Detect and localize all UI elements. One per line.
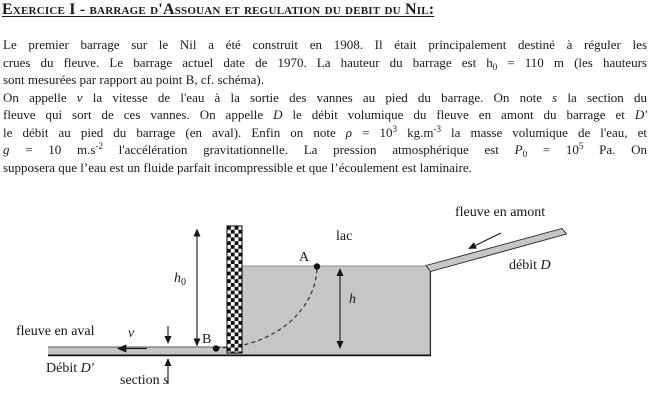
lake-label: lac — [336, 229, 353, 244]
paragraph-line: On appelle v la vitesse de l'eau à la sortie des vannes au pied du barrage. On note s la section du — [3, 89, 647, 105]
paragraph-line: Le premier barrage sur le Nil a été construit en 1908. Il était principalement destiné à réguler les — [3, 37, 647, 52]
depth-h-label: h — [349, 292, 356, 307]
dam-wall — [227, 226, 242, 353]
downstream-flow-label: Débit D' — [46, 361, 94, 376]
paragraph-line: le débit au pied du barrage (en aval). Enfin on note $\rho = 10^3$ $kg.m^{-3}$ la masse volumique de l'eau, et — [3, 123, 647, 140]
velocity-label: v — [128, 326, 135, 341]
paragraph-line: fleuve qui sort de ces vannes. On appelle D le débit volumique du fleuve en amont du barrage et D' — [3, 107, 647, 122]
section-label: section s — [120, 373, 169, 388]
exercise-title: Exercice I - barrage d'Assouan et regulation du debit du Nil: — [2, 1, 435, 18]
paragraph-line: crues du fleuve. Le barrage actuel date de 1970. La hauteur du barrage est $h_0 = 110$ m (les hauteurs — [3, 54, 647, 72]
point-a-dot — [314, 263, 320, 269]
paragraph-line: g = 10 $m.s^{-2}$ l'accélération gravitationnelle. La pression atmosphérique est $P_0 = 10^5$ Pa. On — [3, 141, 647, 159]
point-b-dot — [213, 345, 219, 351]
point-a-label: A — [299, 250, 310, 265]
h0-label: $h_0$ — [174, 271, 186, 288]
downstream-river-label: fleuve en aval — [16, 324, 95, 339]
paragraph-line: sont mesurées par rapport au point B, cf. schéma). — [3, 72, 265, 87]
paragraph-line: supposera que l’eau est un fluide parfait incompressible et que l’écoulement est laminaire. — [3, 159, 472, 175]
lake-water — [242, 266, 431, 355]
upstream-river-label: fleuve en amont — [455, 205, 546, 220]
upstream-flow-label: débit D — [509, 258, 551, 273]
point-b-label: B — [202, 332, 212, 347]
